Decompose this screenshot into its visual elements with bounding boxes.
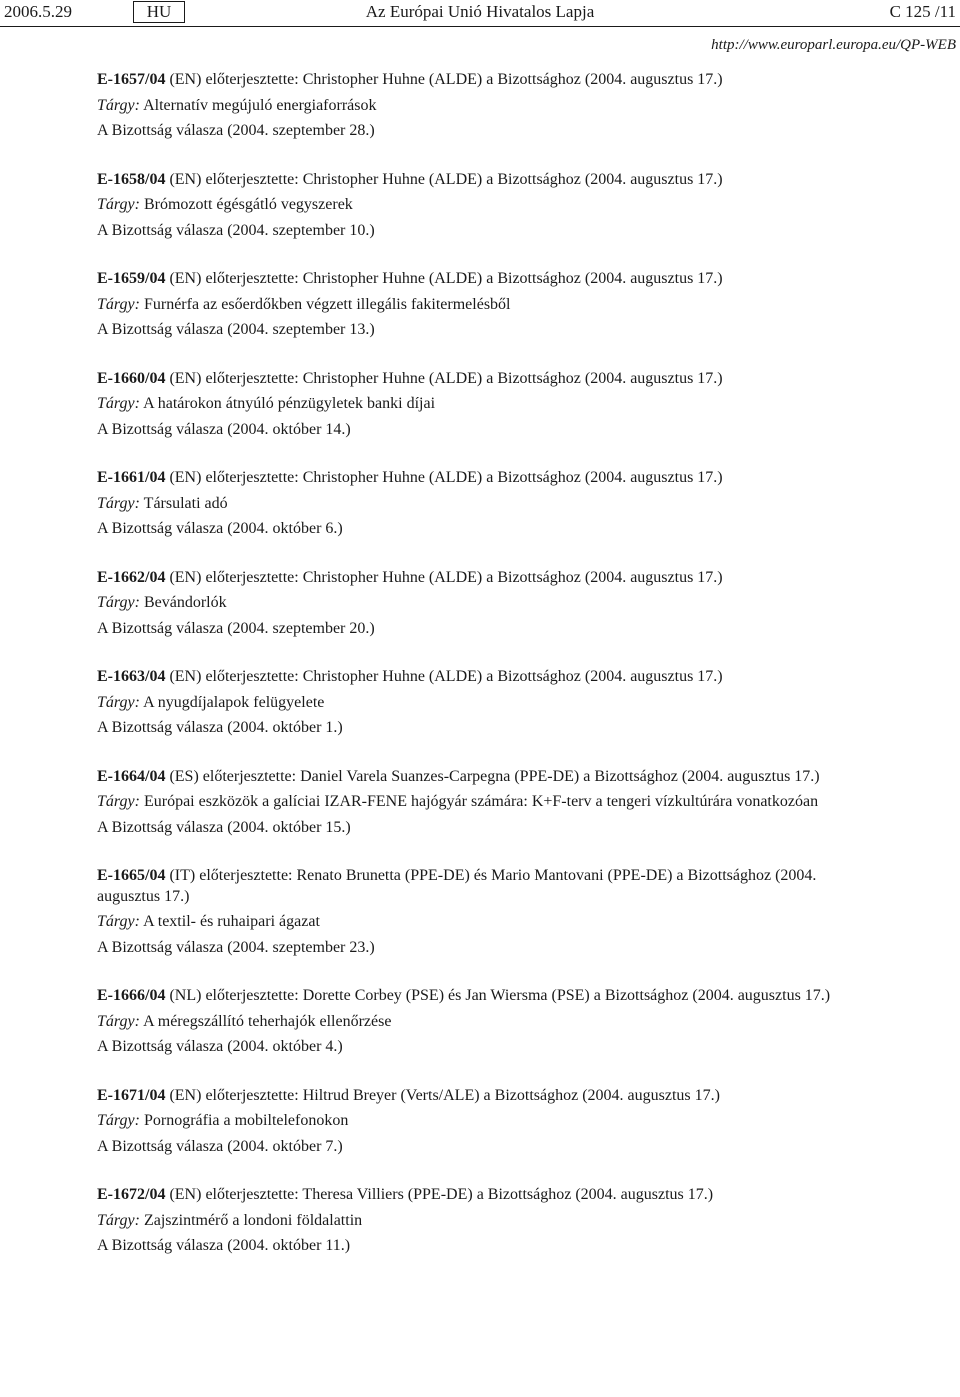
question-entry bbox=[97, 1185, 867, 1257]
subject-label: Tárgy: bbox=[97, 1211, 140, 1229]
subject-label: Tárgy: bbox=[97, 1112, 140, 1129]
subject-line bbox=[97, 195, 867, 216]
subject-text: Alternatív megújuló energiaforrások bbox=[139, 96, 377, 114]
subject-line bbox=[97, 494, 867, 515]
subject-text: A nyugdíjalapok felügyelete bbox=[139, 693, 325, 711]
language-badge: HU bbox=[133, 1, 185, 23]
submission-line bbox=[97, 269, 867, 290]
answer-line: A Bizottság válasza (2004. október 1.) bbox=[97, 719, 343, 736]
question-reference: E-1664/04 bbox=[97, 767, 166, 785]
question-reference: E-1665/04 bbox=[97, 867, 166, 884]
answer-line: A Bizottság válasza (2004. szeptember 23.) bbox=[97, 938, 375, 956]
subject-label: Tárgy: bbox=[97, 693, 140, 711]
question-reference: E-1659/04 bbox=[97, 270, 166, 287]
submission-line bbox=[97, 369, 867, 390]
submission-line bbox=[97, 986, 867, 1007]
subject-line bbox=[97, 792, 867, 813]
subject-label: Tárgy: bbox=[97, 793, 140, 810]
subject-label: Tárgy: bbox=[97, 295, 140, 313]
subject-line bbox=[97, 593, 867, 614]
submission-text: (EN) előterjesztette: Christopher Huhne (ALDE) a Bizottsághoz (2004. augusztus 17.) bbox=[165, 668, 723, 685]
submission-line bbox=[97, 70, 867, 91]
submission-text: (EN) előterjesztette: Theresa Villiers (PPE-DE) a Bizottsághoz (2004. augusztus 17.) bbox=[165, 1186, 714, 1203]
question-reference: E-1672/04 bbox=[97, 1186, 166, 1203]
subject-line bbox=[97, 1012, 867, 1033]
submission-line bbox=[97, 170, 867, 191]
submission-text: (EN) előterjesztette: Christopher Huhne (ALDE) a Bizottsághoz (2004. augusztus 17.) bbox=[165, 568, 723, 586]
answer-line: A Bizottság válasza (2004. szeptember 28.) bbox=[97, 122, 375, 139]
submission-line bbox=[97, 866, 867, 907]
submission-line bbox=[97, 1185, 867, 1206]
answer-line: A Bizottság válasza (2004. október 11.) bbox=[97, 1237, 351, 1254]
answer-line: A Bizottság válasza (2004. szeptember 20.) bbox=[97, 619, 375, 637]
question-reference: E-1657/04 bbox=[97, 71, 166, 88]
subject-label: Tárgy: bbox=[97, 913, 140, 930]
answer-line: A Bizottság válasza (2004. szeptember 10.) bbox=[97, 221, 375, 239]
submission-text: (NL) előterjesztette: Dorette Corbey (PSE) és Jan Wiersma (PSE) a Bizottsághoz (2004. augusztus 17.) bbox=[165, 987, 831, 1004]
question-reference: E-1658/04 bbox=[97, 170, 166, 188]
question-reference: E-1666/04 bbox=[97, 987, 166, 1004]
subject-text: A méregszállító teherhajók ellenőrzése bbox=[139, 1012, 392, 1030]
subject-label: Tárgy: bbox=[97, 395, 140, 412]
question-entry bbox=[97, 767, 867, 839]
submission-line bbox=[97, 767, 867, 788]
subject-text: Pornográfia a mobiltelefonokon bbox=[139, 1112, 349, 1129]
submission-line bbox=[97, 568, 867, 589]
submission-text: (EN) előterjesztette: Christopher Huhne (ALDE) a Bizottsághoz (2004. augusztus 17.) bbox=[165, 369, 723, 387]
question-entry bbox=[97, 866, 867, 958]
answer-line: A Bizottság válasza (2004. október 7.) bbox=[97, 1137, 343, 1155]
question-entry bbox=[97, 269, 867, 341]
submission-text: (EN) előterjesztette: Christopher Huhne (ALDE) a Bizottsághoz (2004. augusztus 17.) bbox=[165, 71, 723, 88]
submission-text: (EN) előterjesztette: Christopher Huhne (ALDE) a Bizottsághoz (2004. augusztus 17.) bbox=[165, 469, 723, 486]
publication-date: 2006.5.29 bbox=[4, 2, 72, 21]
question-entry bbox=[97, 1086, 867, 1158]
subject-label: Tárgy: bbox=[97, 494, 140, 512]
question-reference: E-1661/04 bbox=[97, 469, 166, 486]
submission-line bbox=[97, 468, 867, 489]
question-entry bbox=[97, 568, 867, 640]
question-entry bbox=[97, 170, 867, 242]
subject-line bbox=[97, 912, 867, 933]
subject-label: Tárgy: bbox=[97, 594, 140, 611]
page-header bbox=[0, 0, 960, 28]
answer-line: A Bizottság válasza (2004. október 14.) bbox=[97, 420, 351, 438]
subject-text: Európai eszközök a galíciai IZAR-FENE hajógyár számára: K+F-terv a tengeri vízkultúrára vonatkozóan bbox=[139, 793, 819, 810]
question-reference: E-1662/04 bbox=[97, 568, 166, 586]
subject-label: Tárgy: bbox=[97, 96, 140, 114]
subject-text: Társulati adó bbox=[139, 494, 228, 512]
submission-line bbox=[97, 1086, 867, 1107]
submission-text: (EN) előterjesztette: Christopher Huhne (ALDE) a Bizottsághoz (2004. augusztus 17.) bbox=[165, 270, 723, 287]
subject-text: A textil- és ruhaipari ágazat bbox=[139, 913, 320, 930]
subject-text: A határokon átnyúló pénzügyletek banki díjai bbox=[139, 395, 436, 412]
header-divider bbox=[0, 26, 960, 27]
subject-text: Brómozott égésgátló vegyszerek bbox=[139, 196, 353, 213]
subject-line bbox=[97, 295, 867, 316]
subject-line bbox=[97, 1111, 867, 1132]
submission-text: (ES) előterjesztette: Daniel Varela Suanzes-Carpegna (PPE-DE) a Bizottsághoz (2004. augusztus 17.) bbox=[165, 767, 820, 785]
subject-label: Tárgy: bbox=[97, 1012, 140, 1030]
submission-line bbox=[97, 667, 867, 688]
subject-line bbox=[97, 1211, 867, 1232]
subject-text: Zajszintmérő a londoni földalattin bbox=[139, 1211, 363, 1229]
submission-text: (EN) előterjesztette: Hiltrud Breyer (Verts/ALE) a Bizottsághoz (2004. augusztus 17.) bbox=[165, 1086, 720, 1104]
question-entry bbox=[97, 369, 867, 441]
submission-text: (IT) előterjesztette: Renato Brunetta (PPE-DE) és Mario Mantovani (PPE-DE) a Bizottsághoz (2004. augusztus 17.) bbox=[97, 867, 817, 905]
question-reference: E-1671/04 bbox=[97, 1086, 166, 1104]
question-reference: E-1660/04 bbox=[97, 369, 166, 387]
question-entry bbox=[97, 667, 867, 739]
answer-line: A Bizottság válasza (2004. szeptember 13.) bbox=[97, 321, 375, 338]
answer-line: A Bizottság válasza (2004. október 15.) bbox=[97, 818, 351, 836]
journal-title: Az Európai Unió Hivatalos Lapja bbox=[365, 2, 595, 21]
page-number: C 125 /11 bbox=[889, 2, 956, 21]
subject-text: Furnérfa az esőerdőkben végzett illegális fakitermelésből bbox=[139, 295, 511, 313]
question-reference: E-1663/04 bbox=[97, 668, 166, 685]
subject-line bbox=[97, 394, 867, 415]
answer-line: A Bizottság válasza (2004. október 6.) bbox=[97, 520, 343, 537]
question-entry bbox=[97, 986, 867, 1058]
subject-label: Tárgy: bbox=[97, 196, 140, 213]
subject-line bbox=[97, 96, 867, 117]
submission-text: (EN) előterjesztette: Christopher Huhne (ALDE) a Bizottsághoz (2004. augusztus 17.) bbox=[165, 170, 723, 188]
subject-text: Bevándorlók bbox=[139, 594, 227, 611]
question-list bbox=[97, 70, 867, 1285]
question-entry bbox=[97, 70, 867, 142]
subject-line bbox=[97, 693, 867, 714]
answer-line: A Bizottság válasza (2004. október 4.) bbox=[97, 1038, 343, 1055]
question-entry bbox=[97, 468, 867, 540]
source-url: http://www.europarl.europa.eu/QP-WEB bbox=[711, 37, 956, 53]
